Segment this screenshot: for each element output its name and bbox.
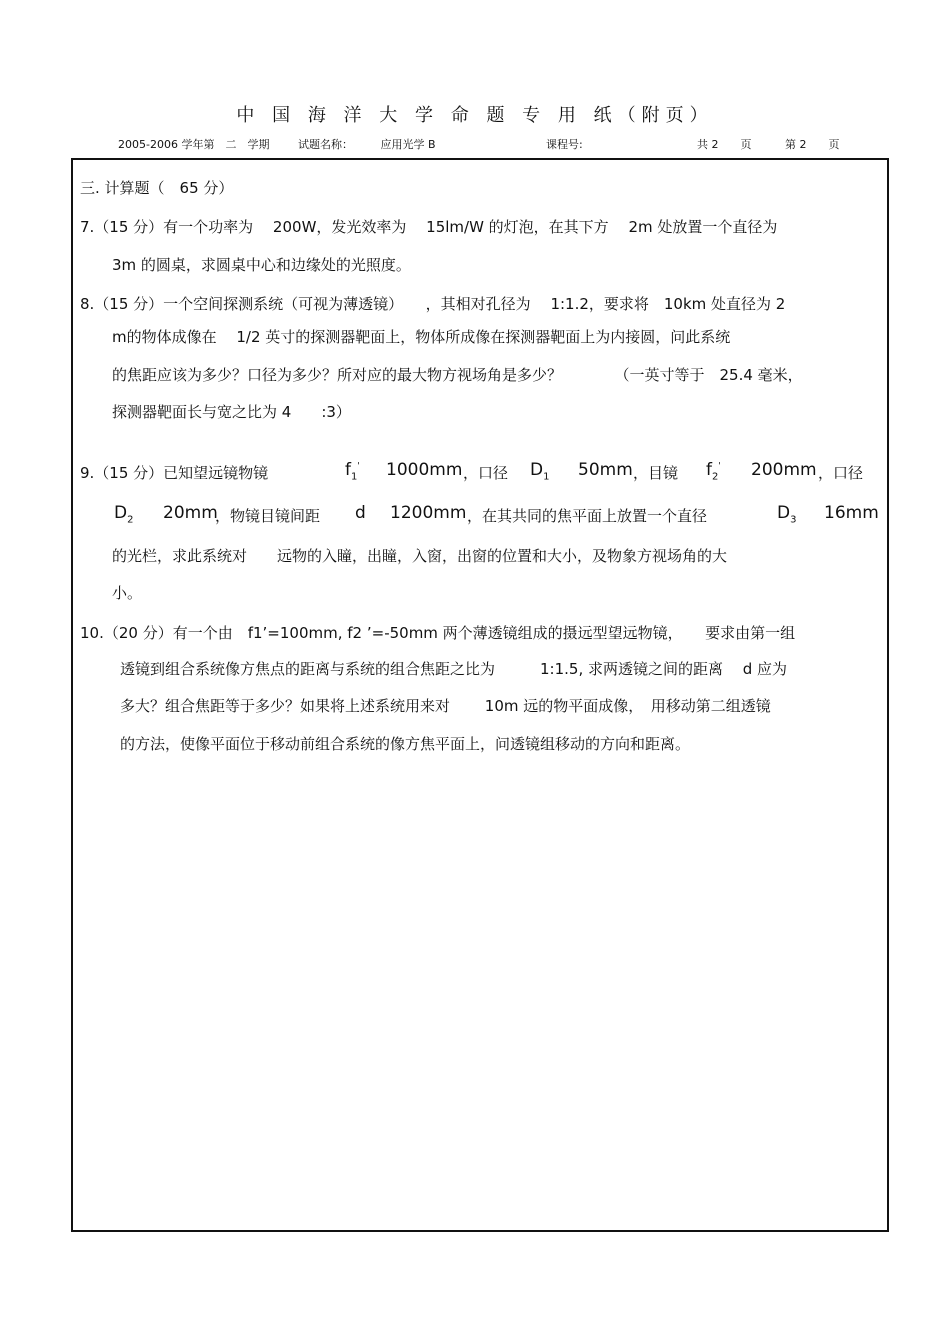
eyepiece-label: ，目镜 [633, 464, 679, 482]
term-info: 2005-2006 学年第 二 学期 [118, 138, 270, 151]
course-number-label: 课程号: [546, 138, 583, 151]
question-8-line-3: 的焦距应该为多少？口径为多少？所对应的最大物方视场角是多少？ （一英寸等于 25.4 毫米， [112, 366, 803, 384]
page-title: 中 国 海 洋 大 学 命 题 专 用 纸（附页） [236, 105, 714, 126]
question-8-line-4: 探测器靶面长与宽之比为 4 :3） [112, 403, 351, 421]
question-10-line-2: 透镜到组合系统像方焦点的距离与系统的组合焦距之比为 1:1.5, 求两透镜之间的距离 d 应为 [120, 660, 788, 678]
page-number: 第 2 页 [785, 138, 840, 151]
question-9-line-3: 的光栏，求此系统对 远物的入瞳，出瞳，入窗，出窗的位置和大小，及物象方视场角的大 [112, 547, 728, 565]
question-7-line-1: 7.（15 分）有一个功率为 200W，发光效率为 15lm/W 的灯泡，在其下方 2m 处放置一个直径为 [80, 218, 778, 236]
value-f1: 1000mm [386, 460, 463, 480]
question-9-intro: 9.（15 分）已知望远镜物镜 [80, 464, 269, 482]
value-D3: 16mm [824, 503, 879, 523]
symbol-f1: $f_1'$ [345, 460, 360, 483]
value-d: 1200mm [390, 503, 467, 523]
exam-name: 试题名称： 应用光学 B [298, 138, 436, 151]
question-10-line-4: 的方法，使像平面位于移动前组合系统的像方焦平面上，问透镜组移动的方向和距离。 [120, 735, 691, 753]
question-10-line-3: 多大？组合焦距等于多少？如果将上述系统用来对 10m 远的物平面成像， 用移动第二组透镜 [120, 697, 771, 715]
symbol-D1: $D_1$ [530, 460, 550, 483]
question-10-line-1: 10.（20 分）有一个由 f1’=100mm, f2 ’=-50mm 两个薄透镜组成的摄远型望远物镜， 要求由第一组 [80, 624, 796, 642]
value-D2: 20mm [163, 503, 218, 523]
symbol-d: d [355, 503, 366, 523]
value-D1: 50mm [578, 460, 633, 480]
symbol-D2: $D_2$ [114, 503, 134, 526]
section-heading: 三. 计算题（ 65 分） [80, 179, 234, 197]
aperture-label: ，口径 [463, 464, 509, 482]
distance-label: ，物镜目镜间距 [215, 507, 321, 525]
aperture-label-2: ，口径 [818, 464, 864, 482]
symbol-D3: $D_3$ [777, 503, 797, 526]
total-pages: 共 2 页 [697, 138, 752, 151]
value-f2: 200mm [751, 460, 817, 480]
question-7-line-2: 3m 的圆桌，求圆桌中心和边缘处的光照度。 [112, 256, 411, 274]
symbol-f2: $f_2'$ [706, 460, 721, 483]
question-8-line-1: 8.（15 分）一个空间探测系统（可视为薄透镜） ，其相对孔径为 1:1.2，要求将 10km 处直径为 2 [80, 295, 786, 313]
focal-plane-label: ，在其共同的焦平面上放置一个直径 [467, 507, 708, 525]
question-8-line-2: m的物体成像在 1/2 英寸的探测器靶面上，物体所成像在探测器靶面上为内接圆，问此系统 [112, 328, 731, 346]
question-9-line-4: 小。 [112, 584, 143, 602]
